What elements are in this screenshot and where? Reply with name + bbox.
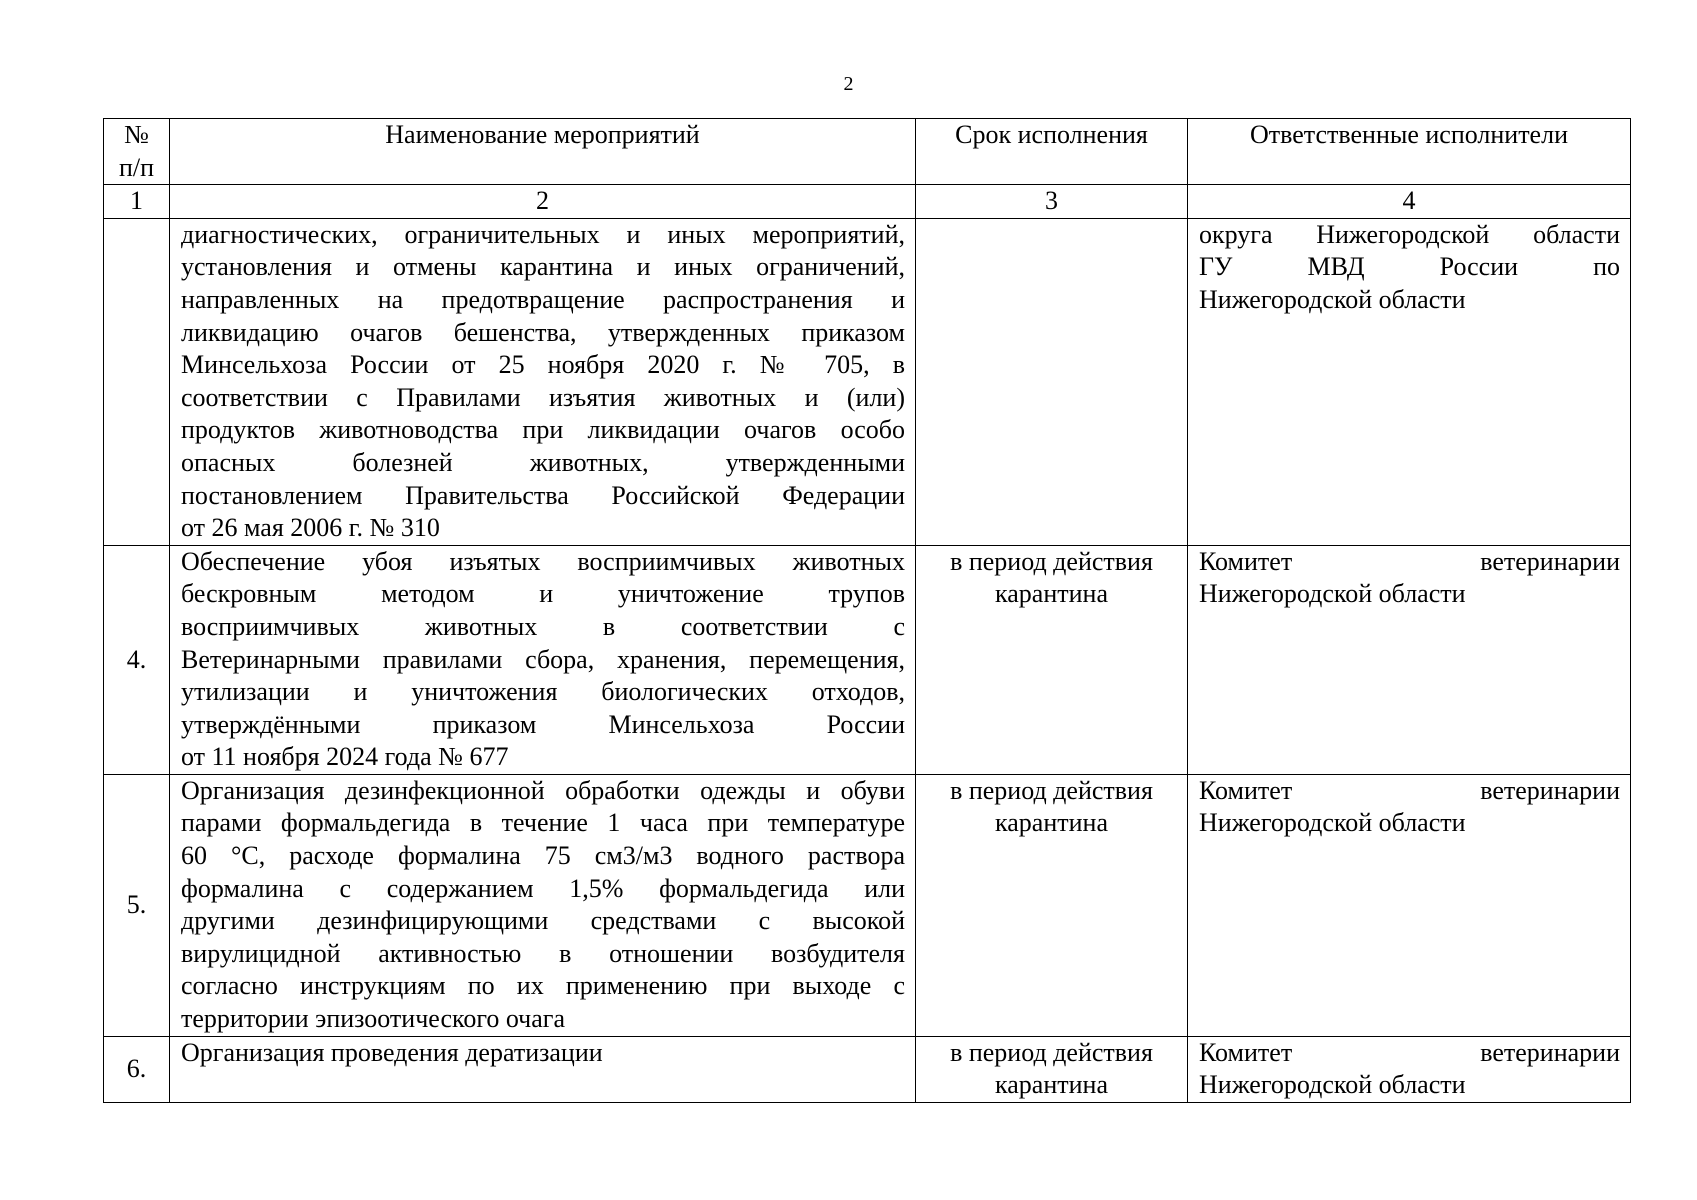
responsible-executors-line: Комитет ветеринарии (1199, 546, 1620, 576)
column-index: 3 (916, 185, 1188, 219)
header-responsible: Ответственные исполнители (1188, 119, 1631, 185)
execution-term-line: карантина (995, 808, 1108, 838)
measure-name-line: Минсельхоза России от 25 ноября 2020 г. № 705, в (181, 350, 905, 380)
execution-term-line: в период действия (950, 775, 1153, 805)
responsible-executors-line: ГУ МВД России по (1199, 252, 1620, 282)
measure-name-line: от 11 ноября 2024 года № 677 (181, 742, 509, 772)
measure-name-line: согласно инструкциям по их применению при выходе с (181, 971, 905, 1001)
header-num-line-1: № (124, 120, 149, 149)
page-number: 2 (843, 73, 854, 95)
measures-table (103, 118, 1631, 1103)
measure-name-line: Организация проведения дератизации (181, 1037, 603, 1067)
responsible-executors-line: Нижегородской области (1199, 284, 1466, 314)
row-number: 4. (104, 545, 170, 774)
measure-name-line: соответствии с Правилами изъятия животных и (или) (181, 382, 905, 412)
measure-name-line: вирулицидной активностью в отношении возбудителя (181, 938, 905, 968)
responsible-executors (1188, 218, 1631, 545)
measure-name-line: Организация дезинфекционной обработки одежды и обуви (181, 775, 905, 805)
responsible-executors-line: Нижегородской области (1199, 579, 1466, 609)
table-row (104, 218, 1631, 545)
measure-name-line: утверждёнными приказом Минсельхоза России (181, 709, 905, 739)
measure-name-line: продуктов животноводства при ликвидации очагов особо (181, 415, 905, 445)
responsible-executors (1188, 774, 1631, 1036)
measure-name-line: утилизации и уничтожения биологических отходов, (181, 677, 905, 707)
execution-term-line: карантина (995, 1070, 1108, 1100)
header-term: Срок исполнения (916, 119, 1188, 185)
execution-term-line: в период действия (950, 546, 1153, 576)
responsible-executors-line: Комитет ветеринарии (1199, 1037, 1620, 1067)
header-row (104, 119, 1631, 185)
measure-name-line: постановлением Правительства Российской Федерации (181, 480, 905, 510)
measure-name-line: от 26 мая 2006 г. № 310 (181, 513, 440, 543)
table-row (104, 1036, 1631, 1102)
table-body (104, 218, 1631, 1102)
measure-name (170, 774, 916, 1036)
measure-name-line: ликвидацию очагов бешенства, утвержденных приказом (181, 317, 905, 347)
measure-name-line: другими дезинфицирующими средствами с высокой (181, 906, 905, 936)
execution-term-line: в период действия (950, 1037, 1153, 1067)
responsible-executors-line: округа Нижегородской области (1199, 219, 1620, 249)
execution-term-line: карантина (995, 579, 1108, 609)
column-index-row (104, 185, 1631, 219)
table-row (104, 545, 1631, 774)
column-index: 2 (170, 185, 916, 219)
row-number: 6. (104, 1036, 170, 1102)
table-row (104, 774, 1631, 1036)
header-name: Наименование мероприятий (170, 119, 916, 185)
responsible-executors (1188, 1036, 1631, 1102)
measure-name-line: территории эпизоотического очага (181, 1004, 565, 1034)
measure-name-line: Обеспечение убоя изъятых восприимчивых животных (181, 546, 905, 576)
header-num-line-2: п/п (118, 152, 155, 182)
execution-term (916, 218, 1188, 545)
execution-term (916, 1036, 1188, 1102)
measure-name-line: 60 °С, расходе формалина 75 см3/м3 водного раствора (181, 841, 905, 871)
responsible-executors-line: Нижегородской области (1199, 808, 1466, 838)
measure-name-line: направленных на предотвращение распространения и (181, 284, 905, 314)
measure-name (170, 218, 916, 545)
column-index: 1 (104, 185, 170, 219)
execution-term (916, 774, 1188, 1036)
measure-name-line: восприимчивых животных в соответствии с (181, 611, 905, 641)
measure-name-line: формалина с содержанием 1,5% формальдегида или (181, 873, 905, 903)
measure-name (170, 545, 916, 774)
measure-name-line: бескровным методом и уничтожение трупов (181, 579, 905, 609)
responsible-executors-line: Комитет ветеринарии (1199, 775, 1620, 805)
measure-name-line: опасных болезней животных, утвержденными (181, 447, 905, 477)
measure-name-line: установления и отмены карантина и иных ограничений, (181, 252, 905, 282)
measure-name-line: диагностических, ограничительных и иных мероприятий, (181, 219, 905, 249)
responsible-executors (1188, 545, 1631, 774)
execution-term (916, 545, 1188, 774)
row-number: 5. (104, 774, 170, 1036)
measure-name-line: парами формальдегида в течение 1 часа при температуре (181, 808, 905, 838)
row-number (104, 218, 170, 545)
column-index: 4 (1188, 185, 1631, 219)
responsible-executors-line: Нижегородской области (1199, 1070, 1466, 1100)
measure-name-line: Ветеринарными правилами сбора, хранения, перемещения, (181, 644, 905, 674)
header-num (104, 119, 170, 185)
measure-name (170, 1036, 916, 1102)
